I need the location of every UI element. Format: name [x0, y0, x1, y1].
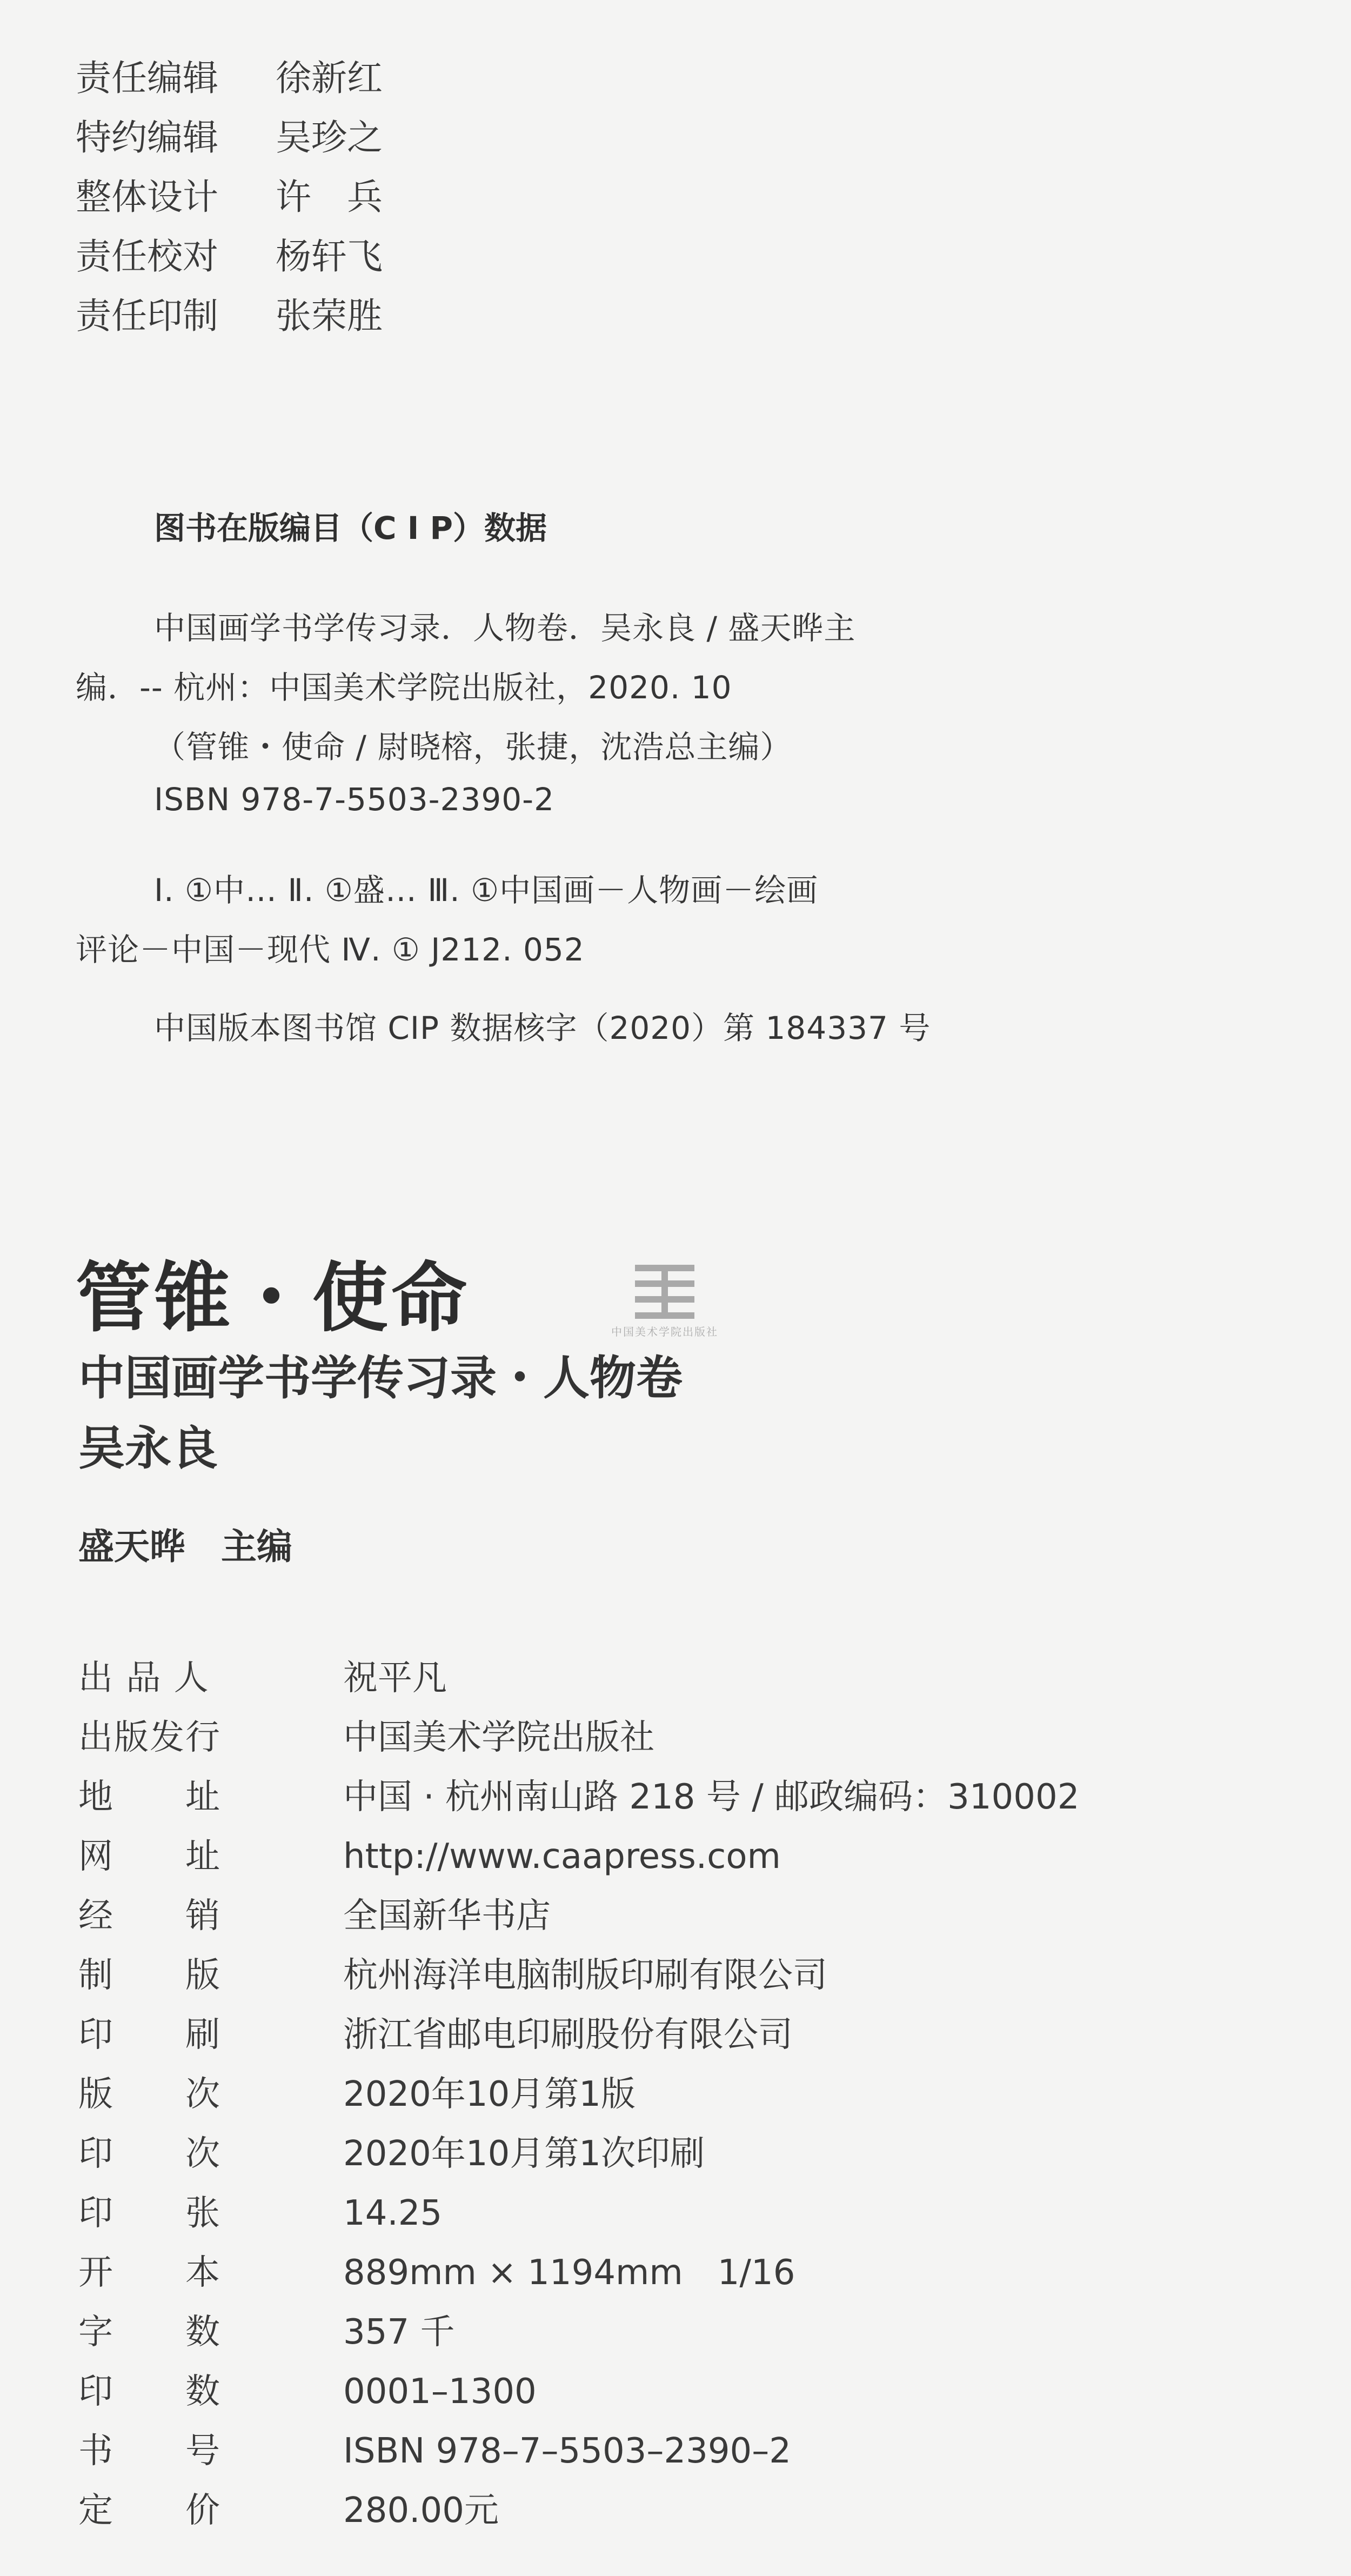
- info-row: [78, 2421, 1079, 2481]
- publisher-logo: [589, 1265, 740, 1339]
- info-key: 字 数: [78, 2312, 221, 2352]
- series-title: 管锥・使命: [76, 1254, 471, 1343]
- info-value: 889mm × 1194mm 1/16: [343, 2253, 795, 2293]
- info-key: 制 版: [78, 1956, 221, 1996]
- staff-role: 整体设计: [76, 176, 218, 218]
- info-key: 印 数: [78, 2372, 221, 2412]
- cip-title: 图书在版编目（C I P）数据: [154, 510, 547, 546]
- info-row: [78, 2065, 1079, 2124]
- staff-name: 徐新红: [276, 57, 383, 99]
- info-key: 印 张: [78, 2193, 221, 2233]
- info-row: [78, 1767, 1079, 1827]
- info-row: [78, 2184, 1079, 2243]
- staff-role: 特约编辑: [76, 117, 218, 158]
- book-subtitle: 中国画学书学传习录・人物卷: [78, 1351, 683, 1405]
- cip-line: 评论－中国－现代 Ⅳ. ① J212. 052: [76, 931, 585, 968]
- info-value: 杭州海洋电脑制版印刷有限公司: [343, 1956, 827, 1996]
- website-link[interactable]: http://www.caapress.com: [343, 1837, 781, 1877]
- info-value: 全国新华书店: [343, 1896, 551, 1936]
- info-value: 祝平凡: [343, 1658, 447, 1698]
- info-key: 出版发行: [78, 1718, 221, 1758]
- staff-row: [76, 168, 383, 227]
- staff-name: 杨轩飞: [276, 236, 383, 277]
- info-row: [78, 1708, 1079, 1767]
- info-row: [78, 1946, 1079, 2005]
- info-key: 印 次: [78, 2134, 221, 2174]
- staff-role: 责任校对: [76, 236, 218, 277]
- staff-row: [76, 108, 383, 168]
- cip-line: （管锥・使命 / 尉晓榕，张捷，沈浩总主编）: [154, 729, 792, 765]
- info-key: 印 刷: [78, 2015, 221, 2055]
- cip-line: 中国版本图书馆 CIP 数据核字（2020）第 184337 号: [154, 1010, 931, 1046]
- info-key: 开 本: [78, 2253, 221, 2293]
- staff-role: 责任印制: [76, 295, 218, 337]
- info-key: 地 址: [78, 1777, 221, 1817]
- info-value: 浙江省邮电印刷股份有限公司: [343, 2015, 793, 2055]
- staff-row: [76, 227, 383, 286]
- info-value: 0001–1300: [343, 2372, 537, 2412]
- info-key: 定 价: [78, 2491, 221, 2531]
- info-row: [78, 1827, 1079, 1886]
- book-editor: 盛天晔 主编: [78, 1526, 292, 1567]
- info-key: 书 号: [78, 2431, 221, 2471]
- info-row: [78, 1886, 1079, 1946]
- book-author: 吴永良: [78, 1422, 218, 1476]
- info-value: 357 千: [343, 2312, 455, 2352]
- staff-role: 责任编辑: [76, 57, 218, 99]
- info-row: [78, 2243, 1079, 2303]
- info-value: 2020年10月第1版: [343, 2074, 636, 2114]
- info-value: 中国美术学院出版社: [343, 1718, 654, 1758]
- cip-line: 编．-- 杭州：中国美术学院出版社，2020. 10: [76, 669, 732, 706]
- info-key: 出 品 人: [78, 1658, 210, 1698]
- staff-name: 张荣胜: [276, 295, 383, 337]
- info-row: [78, 2481, 1079, 2540]
- publisher-logo-text: 中国美术学院出版社: [611, 1325, 718, 1338]
- staff-credits: [76, 49, 383, 346]
- info-row: [78, 2362, 1079, 2421]
- cip-line: 中国画学书学传习录．人物卷．吴永良 / 盛天晔主: [154, 610, 856, 646]
- info-key: 经 销: [78, 1896, 221, 1936]
- staff-row: [76, 49, 383, 108]
- cip-line: ISBN 978-7-5503-2390-2: [154, 781, 554, 818]
- publication-info: [78, 1649, 1079, 2540]
- info-key: 版 次: [78, 2074, 221, 2114]
- cip-line: Ⅰ. ①中… Ⅱ. ①盛… Ⅲ. ①中国画－人物画－绘画: [154, 872, 819, 909]
- info-row: [78, 1649, 1079, 1708]
- info-row: [78, 2303, 1079, 2362]
- info-value: 280.00元: [343, 2491, 499, 2531]
- info-value: 中国 · 杭州南山路 218 号 / 邮政编码：310002: [343, 1777, 1080, 1817]
- info-key: 网 址: [78, 1837, 221, 1877]
- info-value: ISBN 978–7–5503–2390–2: [343, 2431, 791, 2471]
- info-value: 2020年10月第1次印刷: [343, 2134, 705, 2174]
- info-value: 14.25: [343, 2193, 443, 2233]
- staff-row: [76, 286, 383, 346]
- staff-name: 吴珍之: [276, 117, 383, 158]
- info-row: [78, 2124, 1079, 2184]
- staff-name: 许 兵: [276, 176, 383, 218]
- publisher-logo-icon: [635, 1265, 694, 1319]
- info-row: [78, 2005, 1079, 2065]
